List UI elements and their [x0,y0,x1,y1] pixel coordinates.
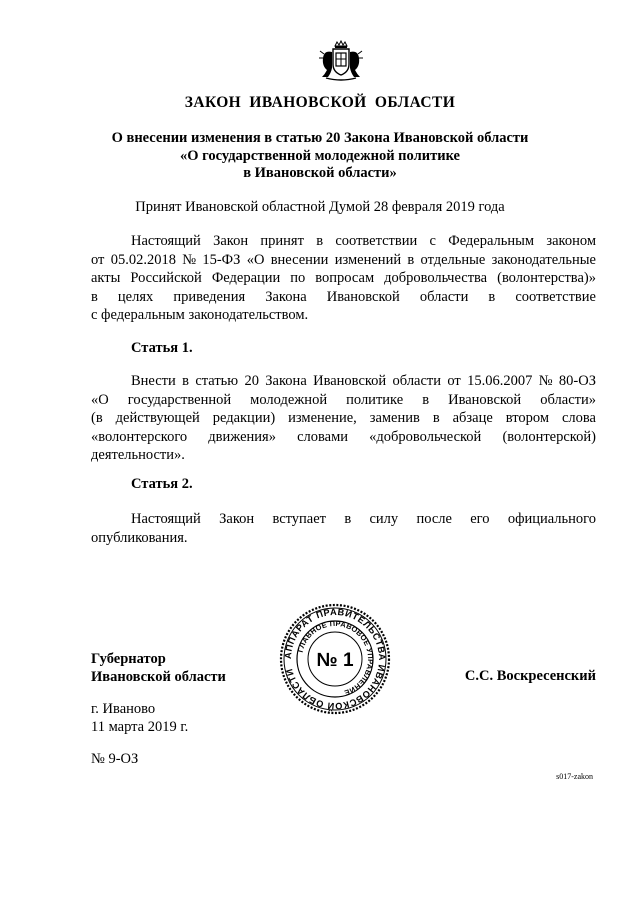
article-1-heading: Статья 1. [131,340,193,356]
word: редакции) [212,410,276,426]
word: Закон [213,233,249,249]
text-line: деятельности». [91,447,185,463]
article-1-text [91,372,596,465]
place-and-date [91,700,188,736]
word: Ивановской [326,288,400,305]
word: его [470,511,490,527]
word: Ивановской [313,373,387,389]
document-code: s017-zakon [556,772,593,781]
word: «О [91,391,109,408]
word: после [416,511,452,527]
text-line [91,409,596,428]
stamp-inner-text: ГЛАВНОЕ ПРАВОВОЕ УПРАВЛЕНИЕ [295,618,376,698]
word: 15.06.2007 [467,373,533,389]
word: Закона [265,288,307,305]
word: политике [346,391,404,408]
text-line: опубликования. [91,529,188,546]
word: заменив [369,410,420,426]
place: г. Иваново [91,701,156,717]
word: официального [507,511,596,527]
word: Закона [265,373,307,389]
word: внесении [270,251,329,268]
word: вопросам [315,270,375,286]
word: акты [91,270,121,286]
word: вступает [272,511,327,527]
word: области [419,288,469,305]
word: приведения [173,288,246,305]
preamble-paragraph [91,232,596,325]
text-line [91,428,596,447]
word: от [447,373,461,389]
word: движения» [208,428,276,445]
word: «О [246,251,265,268]
word: соответствии [335,233,418,249]
word: области [392,373,442,389]
word: Федерации [211,270,281,286]
text-line: с федеральным законодательством. [91,307,309,323]
word: (волонтерской) [502,428,596,445]
stamp-ring-text: АППАРАТ ПРАВИТЕЛЬСТВА ИВАНОВСКОЙ ОБЛАСТИ [282,606,388,712]
word: силу [369,511,399,527]
word: с [429,233,436,249]
subtitle-line: в Ивановской области» [243,165,397,181]
text-line [91,510,596,529]
subtitle-line: О внесении изменения в статью 20 Закона Ивановской области [111,130,529,146]
word: слова [561,410,596,426]
word: № [182,251,197,268]
position-line: Ивановской области [91,669,226,685]
text-line [91,269,596,288]
text-line [91,288,596,307]
word: Закон [219,511,255,527]
word: отдельные [420,251,486,268]
word: 15-ФЗ [202,251,241,268]
signatory-position [91,650,226,686]
adoption-statement: Принят Ивановской областной Думой 28 февраля 2019 года [135,199,505,215]
word: в [182,373,189,389]
law-title: ЗАКОН ИВАНОВСКОЙ ОБЛАСТИ [184,94,456,111]
word: принят [260,233,304,249]
word: законом [546,233,596,249]
law-subtitle [100,130,540,183]
word: изменений [334,251,402,268]
word: изменение, [288,410,357,426]
word: целях [117,288,154,305]
word: законодательные [491,251,596,268]
word: «добровольческой [369,428,482,445]
word: молодежной [250,391,328,408]
word: (в [91,410,103,426]
word: Настоящий [131,511,201,527]
word: добровольчества [384,270,488,286]
word: в [344,511,352,527]
coat-of-arms-icon [318,40,364,82]
word: (волонтерства)» [497,270,596,286]
word: Российской [130,270,202,286]
word: втором [505,410,550,426]
official-stamp [278,602,392,716]
word: Настоящий [131,233,201,249]
word: в [316,233,324,249]
word: области» [540,391,596,408]
word: Внести [131,373,176,389]
word: № [538,373,553,389]
word: соответствие [515,288,596,305]
word: Ивановской [448,391,522,408]
subtitle-line: «О государственной молодежной политике [179,147,460,164]
word: 20 [244,373,259,389]
word: 80-ОЗ [558,373,596,389]
word: 05.02.2018 [110,251,176,268]
word: в [91,288,98,305]
word: в [432,410,440,426]
word: Федеральным [448,233,535,249]
article-2-text [91,510,596,547]
word: «волонтерского [91,428,188,445]
word: абзаце [452,410,493,426]
text-line [91,232,596,251]
word: государственной [127,391,232,408]
word: по [290,270,306,286]
article-2-heading: Статья 2. [131,476,193,492]
word: действующей [115,410,200,426]
word: словами [297,428,349,445]
word: статью [195,373,239,389]
word: в [407,251,415,268]
signatory-name: С.С. Воскресенский [464,668,596,684]
text-line [91,391,596,410]
word: от [91,251,105,268]
signing-date: 11 марта 2019 г. [91,719,189,735]
law-number: № 9-ОЗ [91,751,139,767]
text-line [91,251,596,270]
word: в [422,391,430,408]
text-line [91,372,596,391]
stamp-number: № 1 [316,650,354,671]
word: в [488,288,496,305]
position-line: Губернатор [91,651,166,667]
